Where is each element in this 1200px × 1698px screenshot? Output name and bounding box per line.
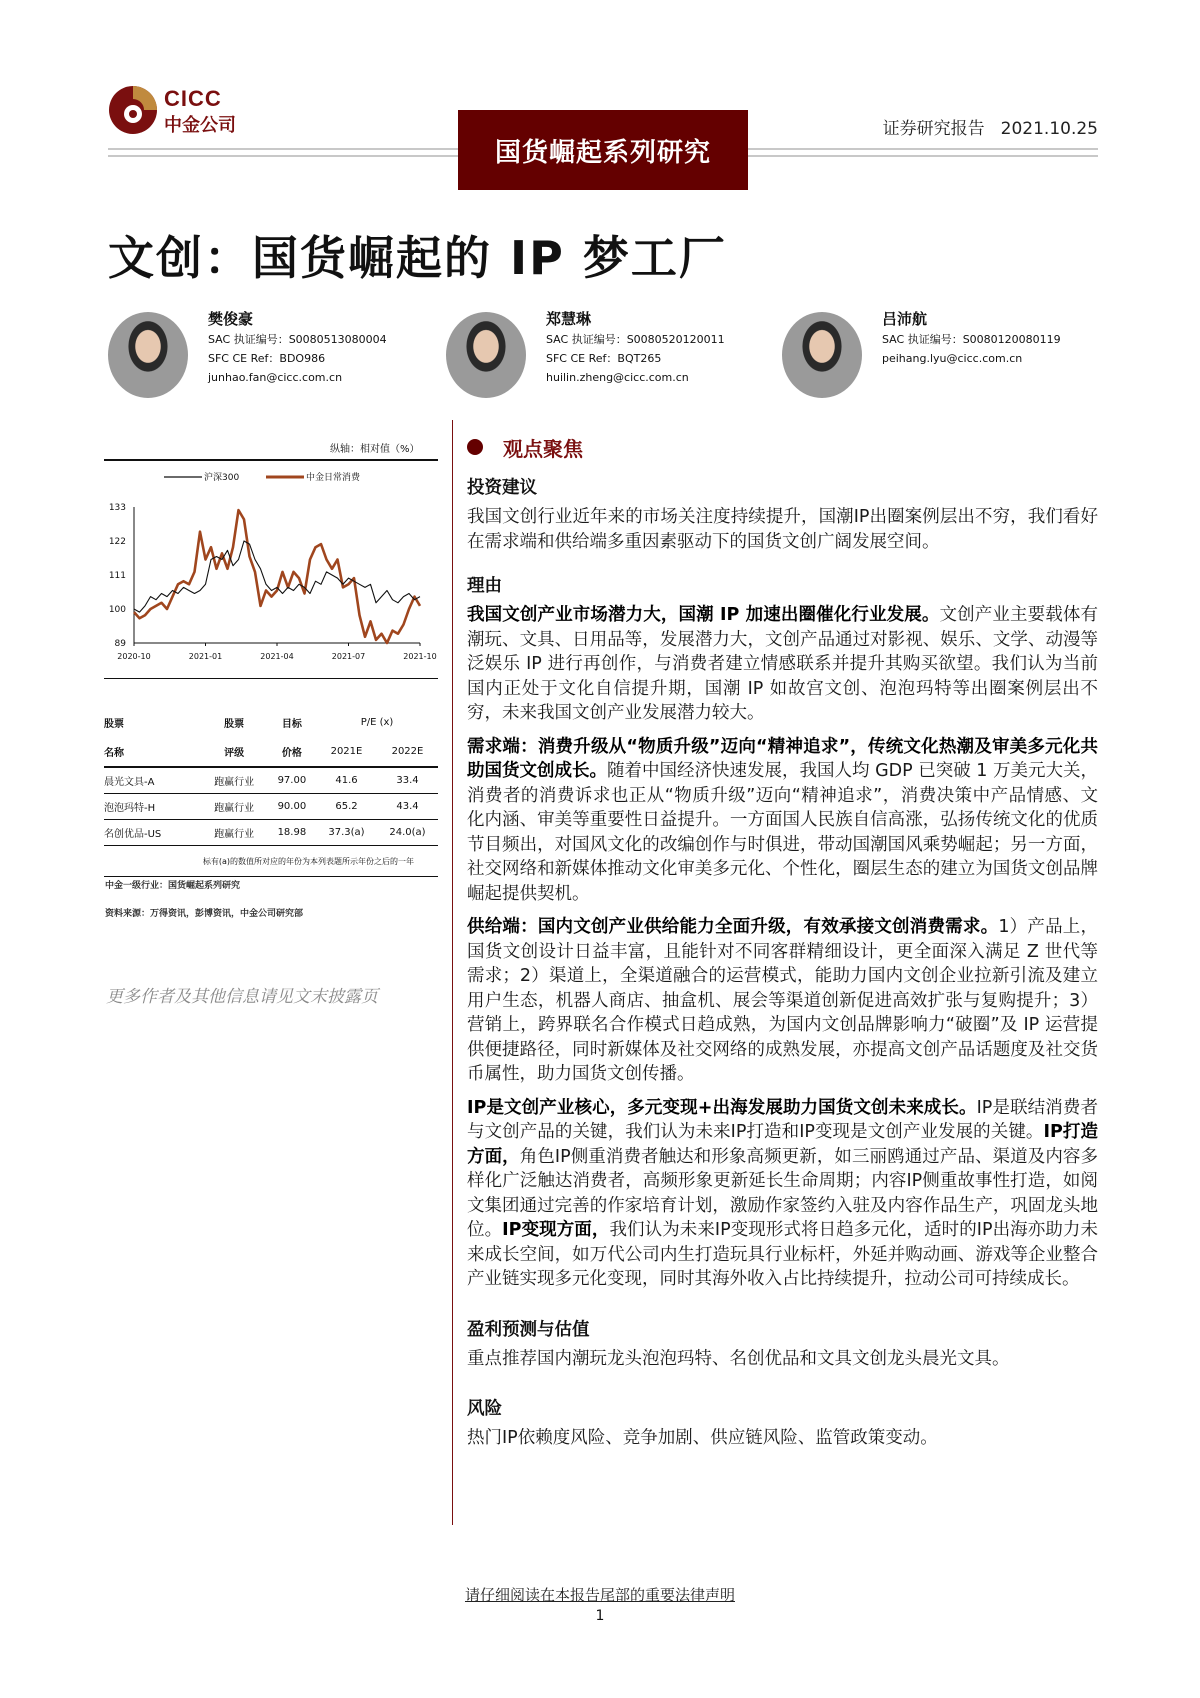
table-row [104,820,438,846]
report-date: 2021.10.25 [1000,119,1098,139]
paragraph-lead: 需求端：消费升级从“物质升级”迈向“精神追求”，传统文化热潮及审美多元化共助国货文创成长。 [467,736,1098,781]
y-tick-label: 111 [108,571,126,581]
column-divider [452,420,453,1525]
paragraph-lead: 我国文创产业市场潜力大，国潮 IP 加速出圈催化行业发展。 [467,605,940,625]
price-chart [100,430,440,670]
cell-name: 名创优品-US [104,820,200,846]
report-type: 证券研究报告 [882,119,985,139]
table-footnote: 标有(a)的数值所对应的年份为本列表题所示年份之后的一年 [104,846,438,877]
legend-label: 沪深300 [204,473,240,483]
author-name: 吕沛航 [882,310,928,328]
th-pe-2021: 2021E [316,737,377,767]
chart-rule [104,678,438,679]
th-price: 目标 [281,719,302,730]
author-name: 郑慧琳 [546,310,592,328]
cell-pe2022: 24.0(a) [377,820,438,846]
invest-paragraph: 我国文创行业近年来的市场关注度持续提升，国潮IP出圈案例层出不穷，我们看好在需求端和供给端多重因素驱动下的国货文创广阔发展空间。 [467,507,1098,552]
th-rating: 股票 [224,719,245,730]
author-sac: SAC 执证编号：S0080120080119 [882,333,1061,346]
chart-unit-label: 纵轴：相对值（%） [330,444,420,455]
report-meta [867,114,1098,139]
y-tick-label: 133 [108,503,126,513]
industry-note: 中金一级行业：国货崛起系列研究 [105,881,241,891]
valuation-paragraph: 重点推荐国内潮玩龙头泡泡玛特、名创优品和文具文创龙头晨光文具。 [467,1348,1010,1369]
cell-pe2022: 33.4 [377,767,438,794]
report-title: 文创：国货崛起的 IP 梦工厂 [108,231,727,285]
x-tick-label: 2021-07 [331,652,366,661]
cell-pe2021: 41.6 [316,767,377,794]
logo-text-cn: 中金公司 [164,115,236,136]
legend-label: 中金日常消费 [306,473,361,483]
author-photo [782,312,862,398]
x-tick-label: 2021-01 [188,652,223,661]
reason-paragraph [467,603,1098,726]
bullet-dots-icon [467,439,483,455]
table-row [104,767,438,794]
paragraph-body: 1）产品上，国货文创设计日益丰富，且能针对不同客群精细设计，更全面深入满足 Z 世代等需求；2）渠道上，全渠道融合的运营模式，能助力国内文创企业拉新引流及建立用户生态，机器人商店、抽盒机、展会等渠道创新促进高效扩张与复购提升；3）营销上，跨界联名合作模式日趋成熟，为国内文创品牌影响力“破圈”及 IP 运营提供便捷路径，同时新媒体及社交网络的成熟发展，亦提高文创产品话题度及社交货币属性，助力国货文创传播。 [467,917,1098,1084]
cell-pe2021: 37.3(a) [316,820,377,846]
focus-section [467,432,1098,1460]
cicc-logo-icon [108,84,158,136]
author-photo [446,312,526,398]
th-name: 名称 [104,737,200,767]
cell-name: 晨光文具-A [104,767,200,794]
th-rating: 评级 [200,737,267,767]
page-number: 1 [595,1608,605,1624]
th-pe-2022: 2022E [377,737,438,767]
cicc-logo [108,84,268,140]
cell-name: 泡泡玛特-H [104,794,200,820]
x-tick-label: 2021-04 [260,652,294,661]
reason-paragraph [467,1096,1098,1292]
cell-rating: 跑赢行业 [200,767,267,794]
cell-rating: 跑赢行业 [200,794,267,820]
paragraph-body: IP是联结消费者与文创产品的关键，我们认为未来IP打造和IP变现是文创产业发展的关键。 [467,1097,1099,1142]
paragraph-lead: IP变现方面， [502,1220,610,1240]
logo-text-en: CICC [164,86,222,111]
section-title: 风险 [467,1399,502,1419]
author-sac: SAC 执证编号：S0080520120011 [546,333,725,346]
author-photo [108,312,188,398]
author-email[interactable]: peihang.lyu@cicc.com.cn [882,352,1023,365]
y-tick-label: 89 [114,639,126,649]
author-sfc: SFC CE Ref：BQT265 [546,352,662,365]
series-line-hs300 [134,541,420,612]
paragraph-body: 文创产业主要载体有潮玩、文具、日用品等，发展潜力大，文创产品通过对影视、娱乐、文学、动漫等泛娱乐 IP 进行再创作，与消费者建立情感联系并提升其购买欲望。我们认为当前国内正处于文化自信提升期，国潮 IP 如故宫文创、泡泡玛特等出圈案例层出不穷，未来我国文创产业发展潜力较大。 [467,605,1098,723]
th-pe: P/E (x) [360,717,394,728]
paragraph-lead: IP打造方面， [467,1122,1098,1167]
cell-price: 18.98 [268,820,316,846]
author-sfc: SFC CE Ref：BDO986 [208,352,326,365]
source-note: 资料来源：万得资讯，彭博资讯，中金公司研究部 [105,909,304,919]
section-title: 理由 [467,576,502,596]
x-tick-label: 2021-10 [403,652,437,661]
cell-rating: 跑赢行业 [200,820,267,846]
author-name: 樊俊豪 [208,310,254,328]
series-banner: 国货崛起系列研究 [458,110,748,190]
x-tick-label: 2020-10 [117,652,151,661]
author-sac: SAC 执证编号：S0080513080004 [208,333,387,346]
author-email[interactable]: junhao.fan@cicc.com.cn [208,371,343,384]
risk-paragraph: 热门IP依赖度风险、竞争加剧、供应链风险、监管政策变动。 [467,1428,938,1448]
reason-paragraph [467,915,1098,1087]
more-info-note: 更多作者及其他信息请见文末披露页 [106,987,378,1007]
author-email[interactable]: huilin.zheng@cicc.com.cn [546,371,689,384]
paragraph-lead: IP是文创产业核心，多元变现+出海发展助力国货文创未来成长。 [467,1097,977,1118]
cell-pe2021: 65.2 [316,794,377,820]
focus-heading [467,432,1098,462]
paragraph-body: 随着中国经济快速发展，我国人均 GDP 已突破 1 万美元大关，消费者的消费诉求也正从“物质升级”迈向“精神追求”，消费决策中产品情感、文化内涵、审美等重要性日益提升。一方面国人民族自信高涨，弘扬传统文化的优质节目频出，对国风文化的改编创作与时俱进，带动国潮国风乘势崛起；另一方面，社交网络和新媒体推动文化审美多元化、个性化，圈层生态的建立为国货文创品牌崛起提供契机。 [467,761,1098,904]
series-line-consumer [134,510,420,643]
cell-price: 90.00 [268,794,316,820]
paragraph-body: 我们认为未来IP变现形式将日趋多元化，适时的IP出海亦助力未来成长空间，如万代公司内生打造玩具行业标杆，外延并购动画、游戏等企业整合产业链实现多元化变现，同时其海外收入占比持续提升，拉动公司可持续成长。 [467,1220,1098,1289]
th-price: 价格 [268,737,316,767]
disclaimer-link[interactable]: 请仔细阅读在本报告尾部的重要法律声明 [464,1586,735,1604]
footer [0,1584,1200,1605]
y-tick-label: 100 [108,605,126,615]
focus-heading-text: 观点聚焦 [503,436,583,461]
y-tick-label: 122 [108,537,126,547]
paragraph-body: 角色IP侧重消费者触达和形象高频更新，如三丽鸥通过产品、渠道及内容多样化广泛触达消费者，高频形象更新延长生命周期；内容IP侧重故事性打造，如阅文集团通过完善的作家培育计划，激励作家签约入驻及内容作品生产，巩固龙头地位。 [467,1146,1099,1240]
cell-price: 97.00 [268,767,316,794]
section-title: 投资建议 [467,478,537,498]
section-title: 盈利预测与估值 [467,1319,590,1340]
stock-table [104,708,438,877]
th-name: 股票 [104,719,124,730]
table-row [104,794,438,820]
paragraph-lead: 供给端：国内文创产业供给能力全面升级，有效承接文创消费需求。 [467,917,999,937]
reason-paragraph [467,735,1098,907]
cell-pe2022: 43.4 [377,794,438,820]
